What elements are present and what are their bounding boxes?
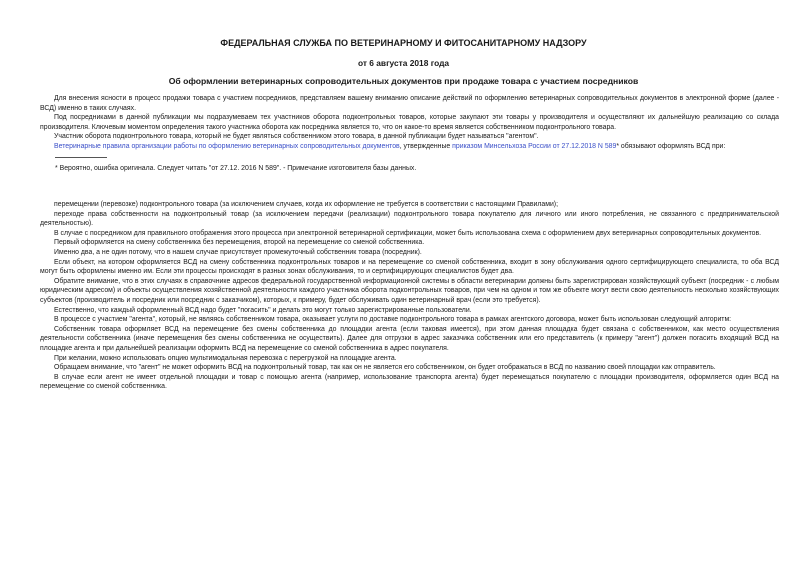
paragraph: Участник оборота подконтрольного товара, который не будет являться собственником этого товара, в данной публикации будет называться "агентом". [54, 133, 539, 141]
paragraph: Собственник товара оформляет ВСД на перемещение без смены собственника до площадки агента (если таковая имеется), при этом данная площадка будет связана с собственником, как место осуществления деятельности собственника (иначе перемещения без смены собственника не осуществить). Далее для отгрузки в адрес заказчика собственник или его представитель (к примеру "агент") должен погасить входящий ВСД на площадке агента и при дальнейшей реализации оформить ВСД на перемещение со сменой собственника в адрес покупателя. [40, 325, 779, 352]
paragraph: Естественно, что каждый оформленный ВСД надо будет "погасить" и делать это могут только зарегистрированные пользователи. [54, 306, 472, 314]
paragraph-text: , утвержденные [399, 142, 453, 150]
paragraph: Если объект, на котором оформляется ВСД на смену собственника подконтрольных товаров и на перемещение со сменой собственника, входит в зону обслуживания одного сертифицирующего специалиста, то оба ВСД могут быть оформлены именно им. Если эти процессы происходят в разных зонах обслуживания, то и сертифицирующих специалистов будет два. [40, 258, 779, 276]
footnote-divider [55, 157, 107, 158]
paragraph: В случае с посредником для правильного отображения этого процесса при электронной ветеринарной сертификации, может быть использована схема с оформлением двух ветеринарных сопроводительных документов. [54, 229, 762, 237]
order-link[interactable]: приказом Минсельхоза России от 27.12.2018 N 589 [452, 142, 617, 150]
paragraph: В случае если агент не имеет отдельной площадки и товар с помощью агента (например, использование транспорта агента) будет перемещаться покупателю с площадки производителя, оформляется один ВСД на перемещение со сменой собственника. [40, 373, 779, 391]
rules-link[interactable]: Ветеринарные правила организации работы по оформлению ветеринарных сопроводительных документов [54, 142, 400, 150]
paragraph: В процессе с участием "агента", который, не являясь собственником товара, оказывает услуги по доставке подконтрольного товара в рамках агентского договора, может быть использован следующий алгоритм: [54, 316, 732, 324]
footnote: * Вероятно, ошибка оригинала. Следует читать "от 27.12. 2016 N 589". - Примечание изготовителя базы данных. [55, 165, 417, 172]
paragraph: Обратите внимание, что в этих случаях в справочнике адресов федеральной государственной информационной системы в области ветеринарии должны быть зарегистрирован хозяйствующий субъект (посредник - с любым юридическим адресом) и объекты осуществления хозяйственной деятельности каждого участника оборота подконтрольных товаров, при чем на одном и том же объекте могут вести свою деятельность несколько хозяйствующих субъектов (производитель и посредник или посредник с заказчиком), которых, к примеру, будет обслуживать один ветеринарный врач (если это требуется). [40, 277, 779, 304]
paragraph: перемещении (перевозке) подконтрольного товара (за исключением случаев, когда их оформление не требуется в соответствии с настоящими Правилами); [54, 201, 559, 208]
paragraph: Обращаем внимание, что "агент" не может оформить ВСД на подконтрольный товар, так как он не является его собственником, он будет отображаться в ВСД по названию своей площадки как отправитель. [54, 364, 716, 372]
paragraph: Для внесения ясности в процесс продажи товара с участием посредников, представляем вашему вниманию описание действий по оформлению ветеринарных сопроводительных документов в электронной форме (далее - ВСД) именно в таких случаях. [40, 95, 779, 112]
paragraph: переходе права собственности на подконтрольный товар (за исключением передачи (реализации) подконтрольного товара покупателю для личного или иного потребления, не связанного с предпринимательской деятельностью). [40, 210, 779, 228]
intro-block [40, 94, 779, 152]
document-date: от 6 августа 2018 года [357, 58, 450, 68]
paragraph: Именно два, а не один потому, что в нашем случае присутствует промежуточный собственник товара (посредник). [54, 248, 422, 256]
paragraph [40, 142, 779, 152]
main-block [40, 200, 779, 392]
paragraph: При желании, можно использовать опцию мультимодальная перевозка с перегрузкой на площадке агента. [54, 354, 397, 362]
paragraph: Под посредниками в данной публикации мы подразумеваем тех участников оборота подконтрольных товаров, которые закупают эти товары у производителя и осуществляют их дальнейшую реализацию со склада производителя. Ключевым моментом определения такого участника оборота как посредника является то, что он какое-то время является собственником подконтрольного товара. [40, 114, 779, 131]
agency-heading: ФЕДЕРАЛЬНАЯ СЛУЖБА ПО ВЕТЕРИНАРНОМУ И ФИТОСАНИТАРНОМУ НАДЗОРУ [220, 38, 587, 48]
document-title: Об оформлении ветеринарных сопроводительных документов при продаже товара с участием посредников [168, 76, 639, 86]
paragraph: Первый оформляется на смену собственника без перемещения, второй на перемещение со сменой собственника. [54, 239, 425, 247]
paragraph-text: * обязывают оформлять ВСД при: [616, 142, 726, 150]
